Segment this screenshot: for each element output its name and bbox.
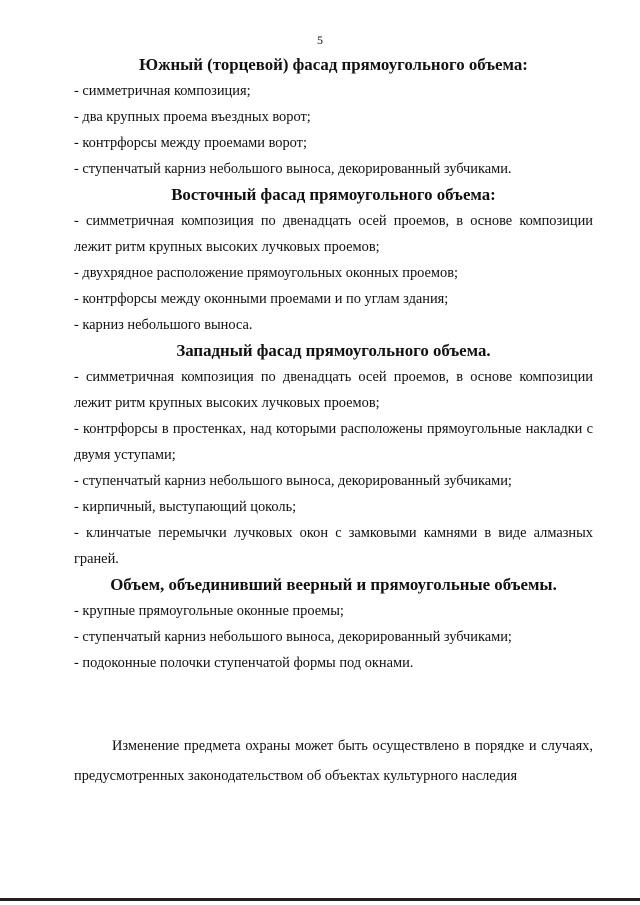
vertical-spacer xyxy=(74,676,593,731)
list-item: - ступенчатый карниз небольшого выноса, декорированный зубчиками. xyxy=(74,161,512,177)
list-item: - контрфорсы в простенках, над которыми расположены прямоугольные накладки с двумя уступами; xyxy=(74,421,593,463)
list-item: - симметричная композиция по двенадцать осей проемов, в основе композиции лежит ритм крупных высоких лучковых проемов; xyxy=(74,369,593,411)
list-item: - клинчатые перемычки лучковых окон с замковыми камнями в виде алмазных граней. xyxy=(74,525,593,567)
section-heading-east-facade: Восточный фасад прямоугольного объема: xyxy=(171,185,496,204)
list-item: - крупные прямоугольные оконные проемы; xyxy=(74,603,344,619)
closing-paragraph: Изменение предмета охраны может быть осуществлено в порядке и случаях, предусмотренных законодательством об объектах культурного наследия xyxy=(74,738,593,784)
section-heading-west-facade: Западный фасад прямоугольного объема. xyxy=(176,341,491,360)
list-item: - контрфорсы между проемами ворот; xyxy=(74,135,307,151)
list-item: - двухрядное расположение прямоугольных оконных проемов; xyxy=(74,265,459,281)
list-item: - контрфорсы между оконными проемами и по углам здания; xyxy=(74,291,449,307)
page-number: 5 xyxy=(317,33,323,47)
list-item: - два крупных проема въездных ворот; xyxy=(74,109,311,125)
bottom-edge-rule xyxy=(0,898,640,901)
list-item: - симметричная композиция по двенадцать осей проемов, в основе композиции лежит ритм крупных высоких лучковых проемов; xyxy=(74,213,593,255)
list-item: - ступенчатый карниз небольшого выноса, декорированный зубчиками; xyxy=(74,629,512,645)
list-item: - кирпичный, выступающий цоколь; xyxy=(74,499,297,515)
section-heading-combined-volume: Объем, объединивший веерный и прямоугольные объемы. xyxy=(110,575,557,594)
list-item: - подоконные полочки ступенчатой формы под окнами. xyxy=(74,655,414,671)
list-item: - ступенчатый карниз небольшого выноса, декорированный зубчиками; xyxy=(74,473,512,489)
document-body xyxy=(74,52,593,791)
list-item: - симметричная композиция; xyxy=(74,83,251,99)
list-item: - карниз небольшого выноса. xyxy=(74,317,253,333)
section-heading-south-facade: Южный (торцевой) фасад прямоугольного объема: xyxy=(139,55,528,74)
